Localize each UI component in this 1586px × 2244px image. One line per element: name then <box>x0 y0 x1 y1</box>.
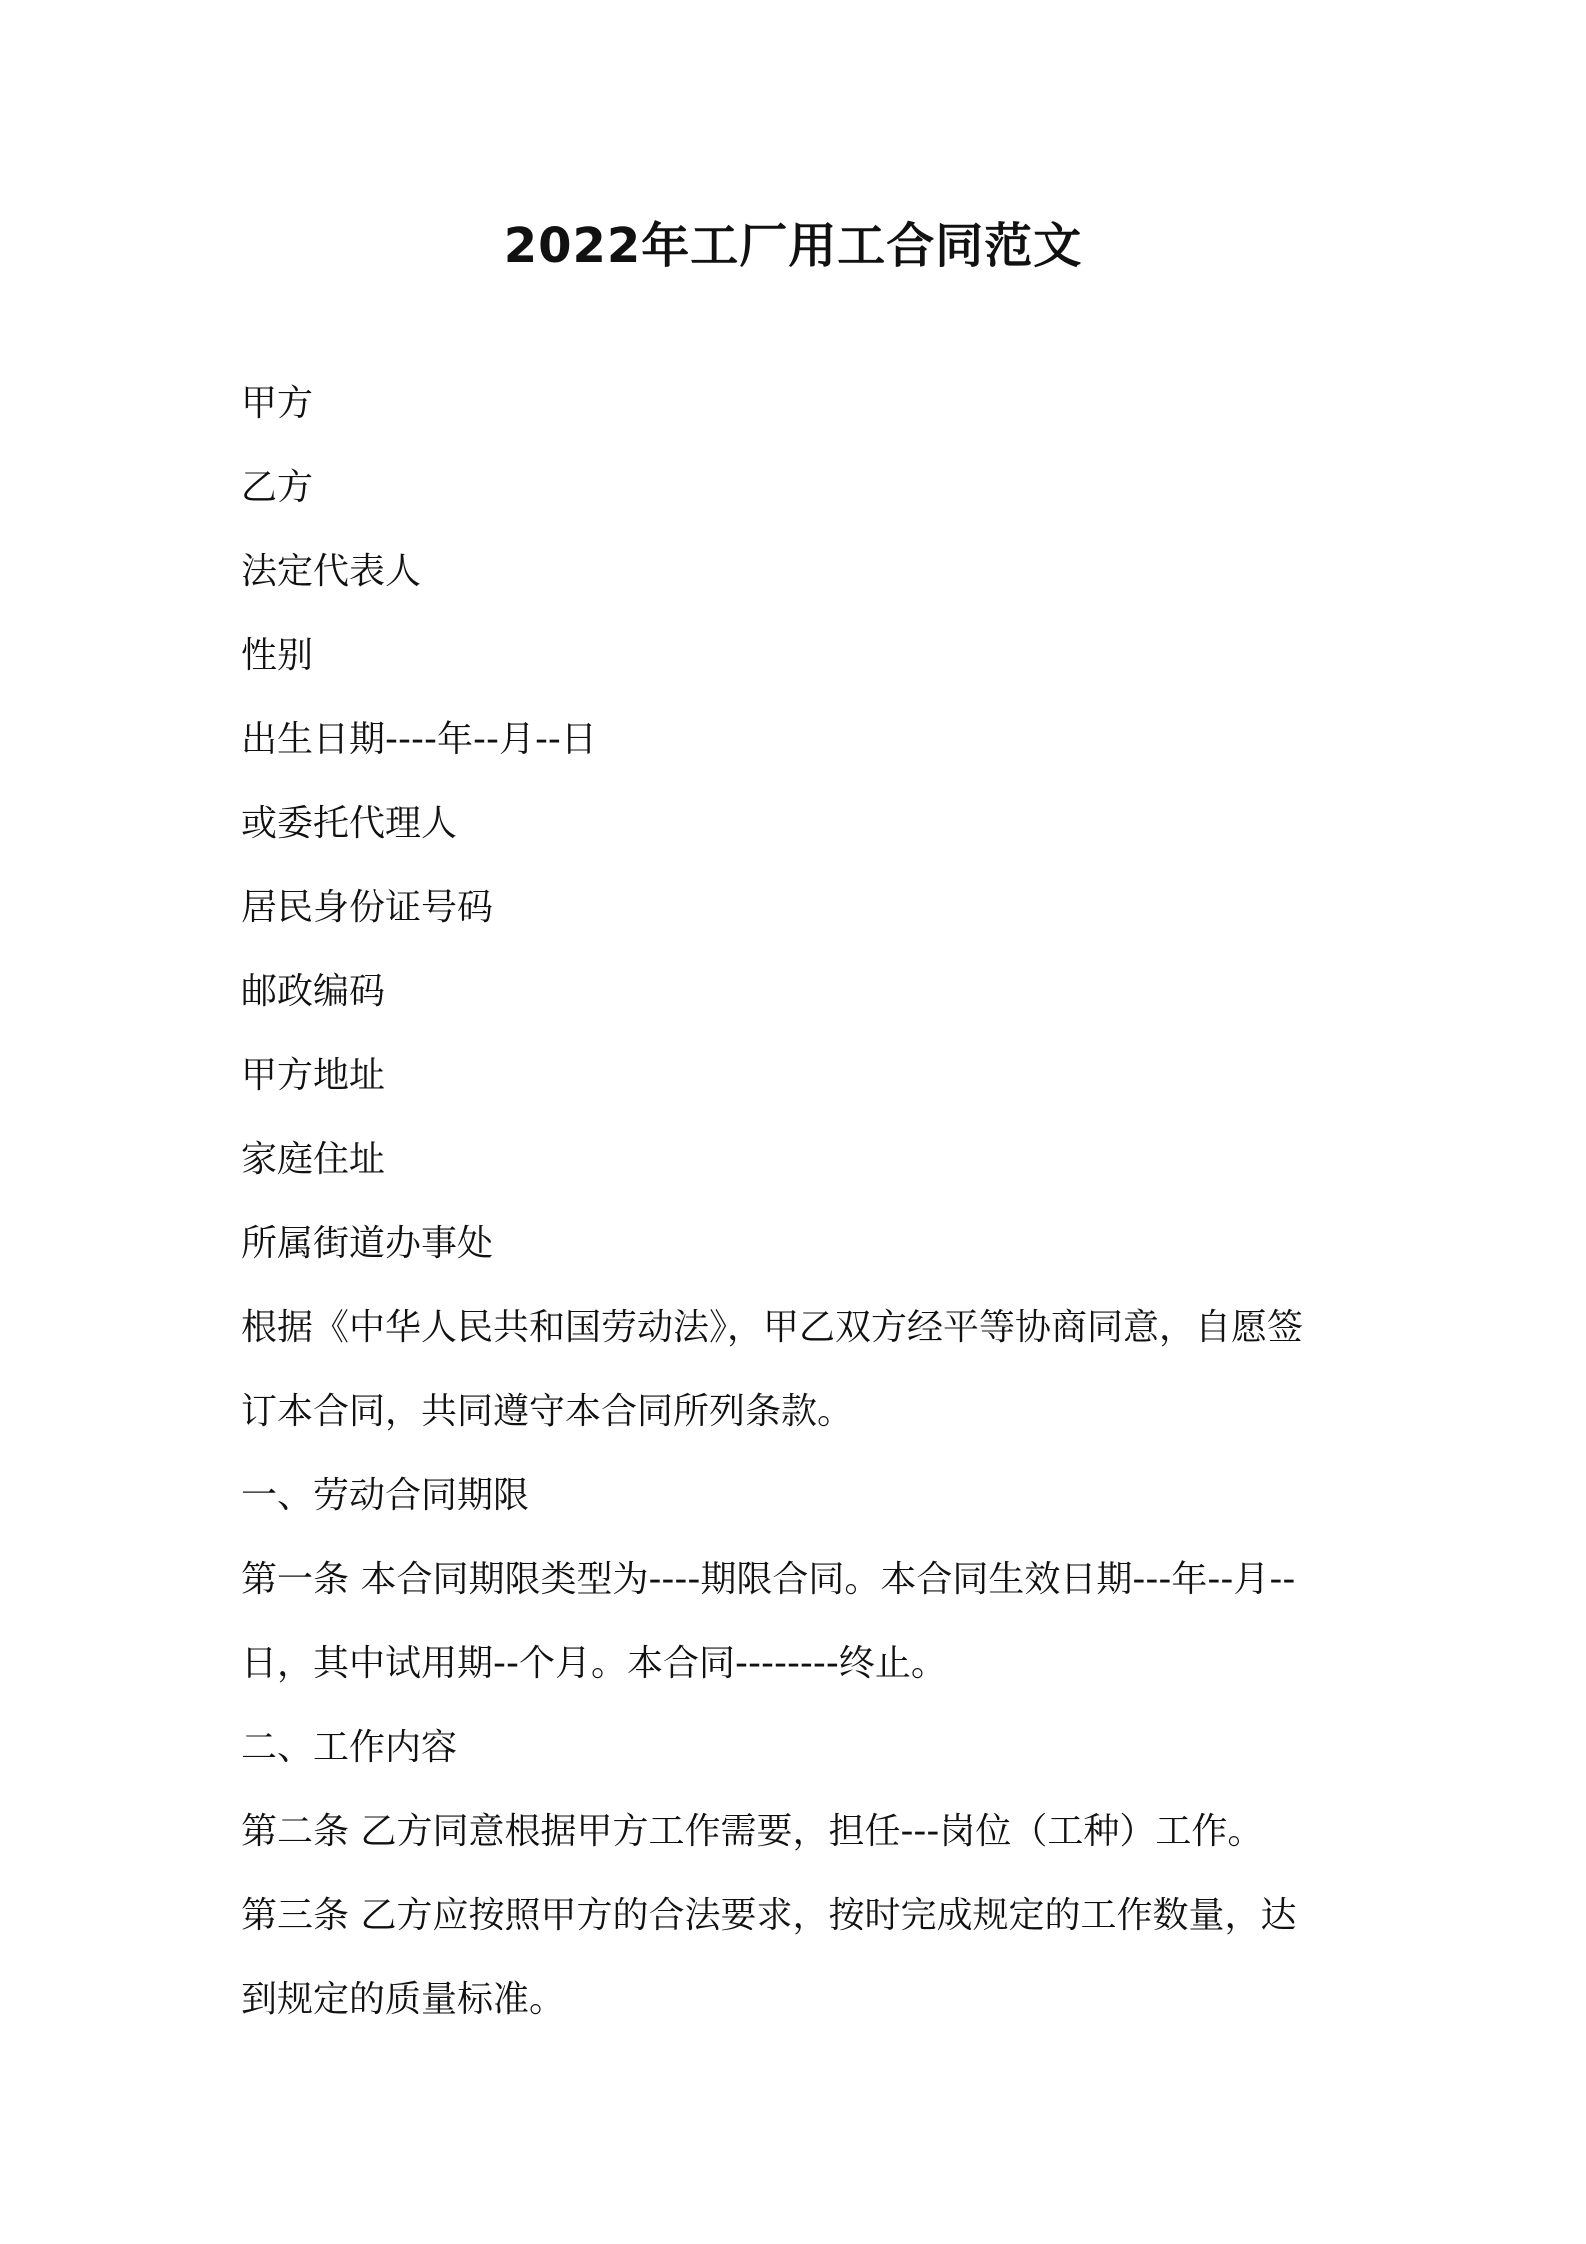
field-party-b: 乙方 <box>241 467 314 508</box>
field-gender: 性别 <box>241 635 314 676</box>
document-title: 2022年工厂用工合同范文 <box>503 218 1083 274</box>
field-postal-code: 邮政编码 <box>241 971 386 1012</box>
field-party-a-address: 甲方地址 <box>241 1055 386 1096</box>
article-1-line-2: 日，其中试用期--个月。本合同--------终止。 <box>241 1643 947 1684</box>
field-party-a: 甲方 <box>241 383 314 424</box>
field-birth-date: 出生日期----年--月--日 <box>241 719 597 760</box>
field-home-address: 家庭住址 <box>241 1139 386 1180</box>
section-heading-contract-term: 一、劳动合同期限 <box>241 1475 530 1516</box>
field-legal-representative: 法定代表人 <box>241 551 422 592</box>
preamble-line-1: 根据《中华人民共和国劳动法》，甲乙双方经平等协商同意，自愿签 <box>241 1307 1304 1348</box>
field-id-number: 居民身份证号码 <box>241 887 494 928</box>
preamble-line-2: 订本合同，共同遵守本合同所列条款。 <box>241 1391 854 1432</box>
article-3-line-2: 到规定的质量标准。 <box>241 1979 566 2020</box>
document-body <box>241 362 1361 2042</box>
article-1-line-1: 第一条 本合同期限类型为----期限合同。本合同生效日期---年--月-- <box>241 1559 1296 1600</box>
section-heading-work-content: 二、工作内容 <box>241 1727 458 1768</box>
field-authorized-agent: 或委托代理人 <box>241 803 458 844</box>
article-3-line-1: 第三条 乙方应按照甲方的合法要求，按时完成规定的工作数量，达 <box>241 1895 1297 1936</box>
article-2: 第二条 乙方同意根据甲方工作需要，担任---岗位（工种）工作。 <box>241 1811 1264 1852</box>
field-sub-district-office: 所属街道办事处 <box>241 1223 494 1264</box>
